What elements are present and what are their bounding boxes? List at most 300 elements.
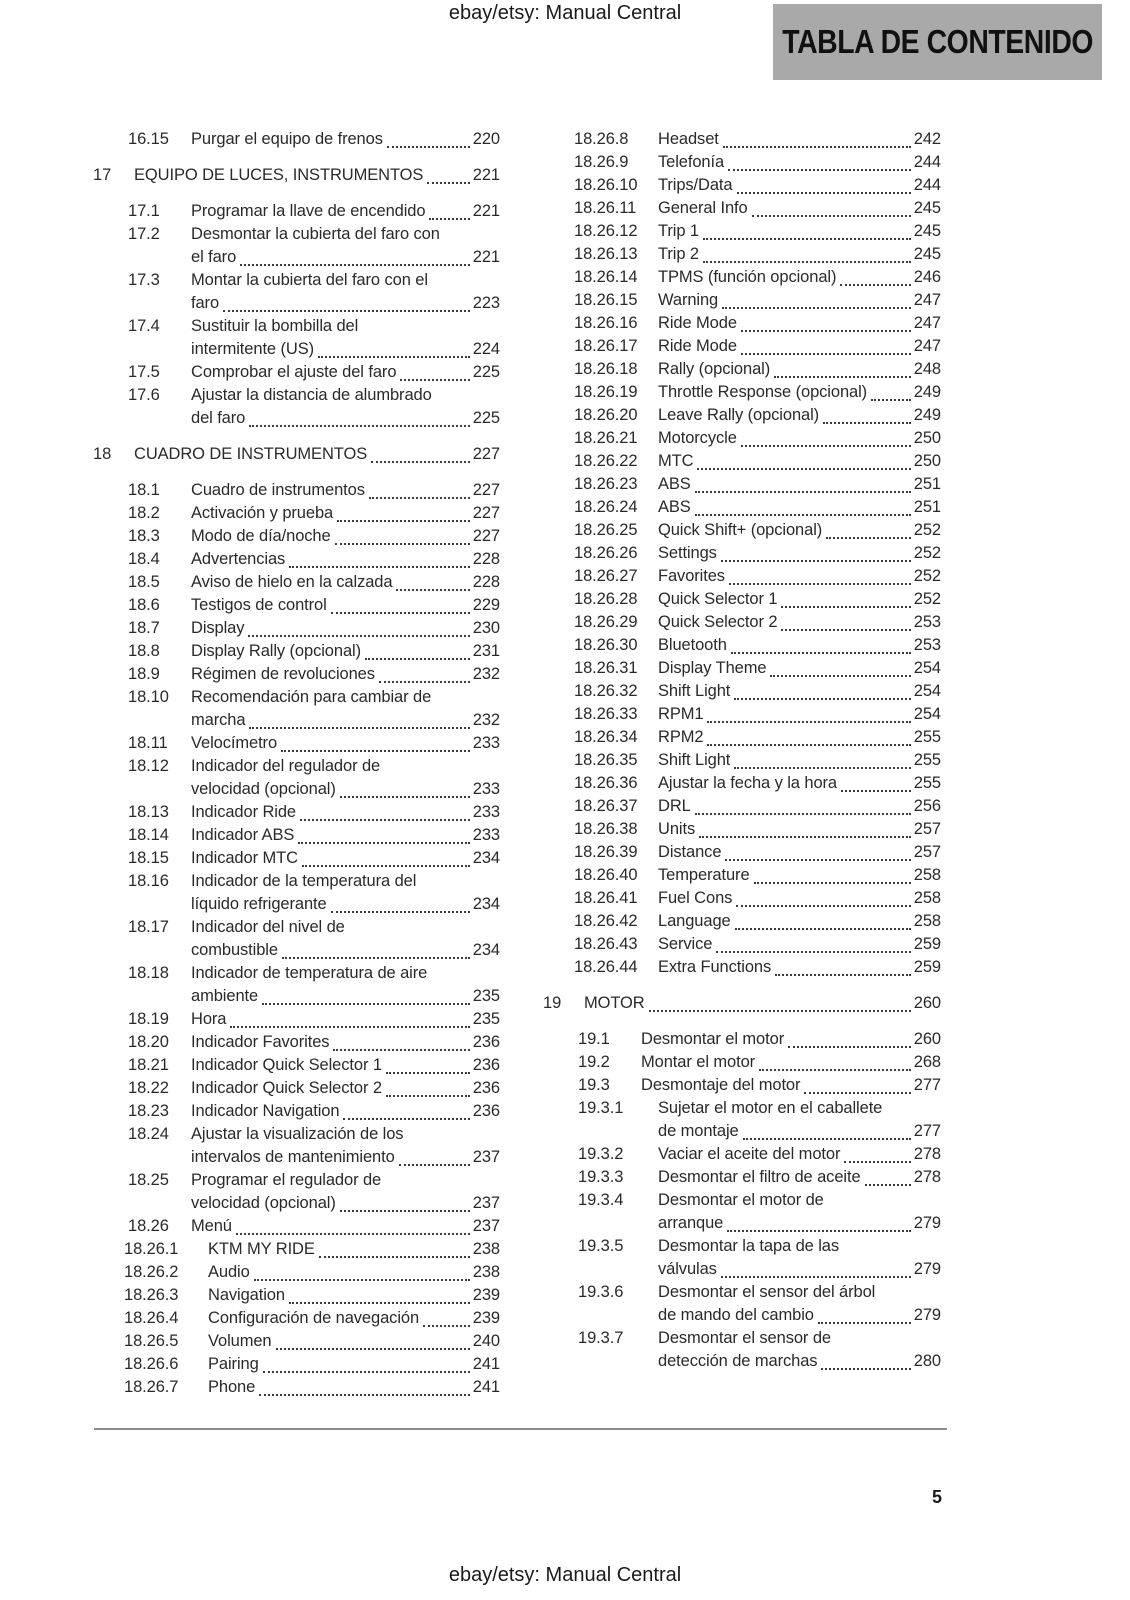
toc-entry-page: 279 xyxy=(913,1306,941,1324)
toc-entry-page: 224 xyxy=(472,340,500,358)
toc-entry-body xyxy=(191,617,500,640)
dot-leader xyxy=(823,422,911,424)
toc-entry-number: 18.26.2 xyxy=(124,1263,179,1281)
toc-entry-title: ABS xyxy=(658,498,691,516)
toc-entry xyxy=(80,1261,500,1284)
dot-leader xyxy=(721,560,911,562)
toc-entry-line xyxy=(641,1028,941,1051)
dot-leader xyxy=(365,658,470,660)
toc-entry xyxy=(80,640,500,663)
toc-entry-page: 249 xyxy=(913,383,941,401)
toc-entry-title: EQUIPO DE LUCES, INSTRUMENTOS xyxy=(134,166,424,184)
toc-entry xyxy=(80,223,500,269)
dot-leader xyxy=(734,767,910,769)
toc-entry-title: Hora xyxy=(191,1010,227,1028)
toc-entry-page: 254 xyxy=(913,705,941,723)
toc-columns xyxy=(80,128,941,1399)
dot-leader xyxy=(240,264,470,266)
toc-entry xyxy=(80,1054,500,1077)
toc-entry-line xyxy=(191,200,500,223)
toc-entry xyxy=(530,1028,941,1051)
toc-entry-number: 18.24 xyxy=(128,1125,169,1143)
toc-entry xyxy=(530,726,941,749)
toc-entry-number: 17.2 xyxy=(128,225,160,243)
toc-entry-page: 252 xyxy=(913,590,941,608)
toc-entry-title: Phone xyxy=(208,1378,256,1396)
toc-entry-page: 245 xyxy=(913,222,941,240)
toc-entry-number: 18.26.17 xyxy=(574,337,638,355)
dot-leader xyxy=(371,461,470,463)
toc-entry-number: 18.14 xyxy=(128,826,169,844)
toc-entry-number: 18.13 xyxy=(128,803,169,821)
toc-entry-body xyxy=(191,847,500,870)
toc-entry-body xyxy=(658,1189,941,1235)
toc-entry-body xyxy=(208,1330,500,1353)
toc-entry-line xyxy=(208,1261,500,1284)
toc-entry-body xyxy=(658,519,941,542)
toc-entry-number: 18.26.30 xyxy=(574,636,638,654)
toc-entry-title: Ajustar la fecha y la hora xyxy=(658,774,837,792)
toc-entry-line xyxy=(191,755,500,778)
toc-entry xyxy=(530,887,941,910)
toc-entry xyxy=(530,266,941,289)
toc-entry-line xyxy=(191,128,500,151)
toc-entry-title: Extra Functions xyxy=(658,958,772,976)
toc-entry xyxy=(530,703,941,726)
toc-entry-title: intermitente (US) xyxy=(191,340,315,358)
toc-entry xyxy=(80,269,500,315)
toc-entry-title: Advertencias xyxy=(191,550,286,568)
toc-entry-title-line: Indicador del nivel de xyxy=(191,918,345,936)
toc-entry-body xyxy=(191,663,500,686)
toc-entry-body xyxy=(658,634,941,657)
toc-entry-title: Quick Shift+ (opcional) xyxy=(658,521,823,539)
toc-entry-body xyxy=(191,223,500,269)
toc-entry xyxy=(80,870,500,916)
toc-entry-body xyxy=(658,887,941,910)
toc-entry-title: Configuración de navegación xyxy=(208,1309,420,1327)
toc-entry-page: 238 xyxy=(472,1240,500,1258)
toc-entry-title: Desmontar el motor xyxy=(641,1030,785,1048)
toc-entry-line xyxy=(658,772,941,795)
toc-entry-body xyxy=(641,1028,941,1051)
toc-entry-line xyxy=(658,1327,941,1350)
toc-entry-title: Testigos de control xyxy=(191,596,327,614)
toc-entry-title: Display xyxy=(191,619,245,637)
dot-leader xyxy=(722,307,911,309)
toc-entry xyxy=(530,749,941,772)
toc-entry-number: 18.26.11 xyxy=(574,199,637,217)
toc-entry-number: 18.26.41 xyxy=(574,889,638,907)
toc-entry-body xyxy=(191,732,500,755)
toc-entry xyxy=(80,1307,500,1330)
toc-entry-line xyxy=(134,164,500,187)
toc-entry-line xyxy=(208,1376,500,1399)
toc-entry xyxy=(530,128,941,151)
toc-entry xyxy=(530,381,941,404)
toc-entry-page: 234 xyxy=(472,849,500,867)
toc-entry-page: 237 xyxy=(472,1217,500,1235)
toc-entry-line xyxy=(191,1123,500,1146)
toc-entry-line xyxy=(191,640,500,663)
toc-entry-title: de mando del cambio xyxy=(658,1306,814,1324)
toc-entry xyxy=(530,496,941,519)
toc-entry xyxy=(530,657,941,680)
toc-entry-number: 18.26.42 xyxy=(574,912,638,930)
toc-entry xyxy=(530,519,941,542)
dot-leader xyxy=(396,589,469,591)
toc-entry-number: 18.11 xyxy=(128,734,168,752)
toc-entry xyxy=(530,473,941,496)
toc-entry-line xyxy=(191,824,500,847)
toc-entry-line xyxy=(134,443,500,466)
toc-entry-line xyxy=(208,1353,500,1376)
toc-entry-page: 234 xyxy=(472,895,500,913)
toc-entry-line xyxy=(191,962,500,985)
toc-entry-body xyxy=(208,1238,500,1261)
toc-entry-body xyxy=(191,502,500,525)
toc-entry-title: Units xyxy=(658,820,696,838)
toc-entry-title: Display Theme xyxy=(658,659,767,677)
toc-entry-page: 233 xyxy=(472,780,500,798)
toc-entry-body xyxy=(134,443,500,466)
toc-entry-page: 252 xyxy=(913,567,941,585)
toc-entry-page: 245 xyxy=(913,245,941,263)
toc-column-right xyxy=(530,128,941,1399)
toc-entry-page: 232 xyxy=(472,665,500,683)
toc-entry-title-line: Indicador del regulador de xyxy=(191,757,381,775)
dot-leader xyxy=(281,750,470,752)
toc-entry-title: arranque xyxy=(658,1214,724,1232)
dot-leader xyxy=(725,859,910,861)
toc-entry-body xyxy=(658,910,941,933)
dot-leader xyxy=(770,675,910,677)
dot-leader xyxy=(703,261,911,263)
toc-entry xyxy=(80,617,500,640)
dot-leader xyxy=(254,1279,470,1281)
toc-entry xyxy=(80,686,500,732)
toc-entry-title: CUADRO DE INSTRUMENTOS xyxy=(134,445,368,463)
toc-entry-number: 18.26.24 xyxy=(574,498,638,516)
toc-entry-line xyxy=(658,864,941,887)
toc-entry-title: TPMS (función opcional) xyxy=(658,268,837,286)
toc-entry-number: 19 xyxy=(543,994,562,1012)
toc-entry-line xyxy=(658,404,941,427)
toc-entry-number: 18.4 xyxy=(128,550,160,568)
dot-leader xyxy=(818,1322,911,1324)
toc-entry-line xyxy=(658,611,941,634)
toc-entry-body xyxy=(658,588,941,611)
toc-entry-number: 19.3.2 xyxy=(578,1145,624,1163)
toc-entry-page: 233 xyxy=(472,803,500,821)
toc-entry-number: 18.16 xyxy=(128,872,169,890)
toc-entry-body xyxy=(191,1077,500,1100)
dot-leader xyxy=(728,169,911,171)
toc-entry xyxy=(530,565,941,588)
dot-leader xyxy=(262,1003,470,1005)
toc-entry-page: 280 xyxy=(913,1352,941,1370)
dot-leader xyxy=(337,520,470,522)
toc-entry-body xyxy=(191,1054,500,1077)
toc-entry-title: Quick Selector 2 xyxy=(658,613,778,631)
toc-entry-page: 240 xyxy=(472,1332,500,1350)
toc-entry xyxy=(80,315,500,361)
toc-entry-number: 18.26.44 xyxy=(574,958,638,976)
toc-entry-body xyxy=(658,1143,941,1166)
toc-entry-number: 18.26.22 xyxy=(574,452,638,470)
dot-leader xyxy=(340,1210,470,1212)
toc-entry-body xyxy=(658,818,941,841)
toc-entry-title: Activación y prueba xyxy=(191,504,334,522)
dot-leader xyxy=(333,1049,469,1051)
toc-entry-body xyxy=(658,864,941,887)
toc-entry-number: 19.3.6 xyxy=(578,1283,624,1301)
toc-entry xyxy=(530,174,941,197)
dot-leader xyxy=(729,583,911,585)
toc-entry-body xyxy=(658,1166,941,1189)
toc-entry-page: 237 xyxy=(472,1148,500,1166)
toc-entry xyxy=(80,1169,500,1215)
toc-entry-body xyxy=(191,916,500,962)
toc-entry-line xyxy=(191,847,500,870)
toc-entry-line xyxy=(658,841,941,864)
toc-entry-page: 258 xyxy=(913,889,941,907)
toc-entry-page: 254 xyxy=(913,659,941,677)
toc-entry xyxy=(80,801,500,824)
toc-entry-title: ABS xyxy=(658,475,691,493)
toc-entry-title: Indicador Quick Selector 1 xyxy=(191,1056,382,1074)
dot-leader xyxy=(236,1233,470,1235)
toc-entry-title: Desmontaje del motor xyxy=(641,1076,801,1094)
toc-entry-page: 279 xyxy=(913,1260,941,1278)
toc-entry-line xyxy=(658,174,941,197)
dot-leader xyxy=(731,652,911,654)
dot-leader xyxy=(276,1348,470,1350)
toc-entry-page: 220 xyxy=(472,130,500,148)
dot-leader xyxy=(387,146,470,148)
toc-entry-title: Pairing xyxy=(208,1355,259,1373)
toc-entry xyxy=(80,847,500,870)
toc-entry-title: Modo de día/noche xyxy=(191,527,331,545)
toc-entry-line xyxy=(191,1077,500,1100)
toc-entry-page: 255 xyxy=(913,751,941,769)
toc-entry-line xyxy=(191,502,500,525)
toc-entry-body xyxy=(658,381,941,404)
toc-entry-body xyxy=(658,496,941,519)
toc-entry-title: General Info xyxy=(658,199,748,217)
toc-entry-page: 221 xyxy=(472,166,500,184)
toc-entry-number: 19.3.3 xyxy=(578,1168,624,1186)
toc-entry-title: Trip 2 xyxy=(658,245,699,263)
toc-entry xyxy=(80,1376,500,1399)
toc-entry-line xyxy=(658,1350,941,1373)
toc-entry-body xyxy=(658,266,941,289)
toc-entry-title: Velocímetro xyxy=(191,734,278,752)
toc-entry-title: velocidad (opcional) xyxy=(191,780,336,798)
toc-entry xyxy=(530,404,941,427)
toc-entry-number: 18.26 xyxy=(128,1217,169,1235)
toc-entry-line xyxy=(191,801,500,824)
toc-entry-line xyxy=(191,663,500,686)
toc-entry-title: detección de marchas xyxy=(658,1352,818,1370)
toc-entry-line xyxy=(191,709,500,732)
toc-entry-line xyxy=(191,778,500,801)
toc-entry-line xyxy=(658,381,941,404)
toc-entry-number: 19.1 xyxy=(578,1030,610,1048)
toc-entry-title: Ride Mode xyxy=(658,337,737,355)
toc-entry-body xyxy=(658,450,941,473)
toc-entry-line xyxy=(658,1120,941,1143)
toc-entry xyxy=(530,312,941,335)
toc-entry-title: velocidad (opcional) xyxy=(191,1194,336,1212)
toc-entry-line xyxy=(658,588,941,611)
toc-entry-page: 221 xyxy=(472,248,500,266)
toc-entry-number: 17.5 xyxy=(128,363,160,381)
dot-leader xyxy=(727,1230,911,1232)
toc-entry-body xyxy=(658,933,941,956)
toc-entry-line xyxy=(191,1169,500,1192)
toc-entry-body xyxy=(658,1327,941,1373)
toc-entry-number: 18.26.12 xyxy=(574,222,638,240)
toc-entry-title: Purgar el equipo de frenos xyxy=(191,130,383,148)
toc-entry-line xyxy=(658,565,941,588)
toc-entry-page: 241 xyxy=(472,1378,500,1396)
toc-entry-title: Quick Selector 1 xyxy=(658,590,778,608)
toc-entry-page: 235 xyxy=(472,1010,500,1028)
toc-entry xyxy=(80,361,500,384)
toc-entry-page: 225 xyxy=(472,363,500,381)
dot-leader xyxy=(716,951,910,953)
dot-leader xyxy=(821,1368,910,1370)
toc-entry-line xyxy=(658,703,941,726)
toc-entry-title-line: Desmontar la cubierta del faro con xyxy=(191,225,440,243)
toc-entry-body xyxy=(658,473,941,496)
toc-entry-page: 245 xyxy=(913,199,941,217)
toc-entry-body xyxy=(658,243,941,266)
page-number: 5 xyxy=(931,1487,942,1507)
toc-entry-title: Montar el motor xyxy=(641,1053,756,1071)
toc-entry-line xyxy=(658,220,941,243)
toc-entry-body xyxy=(191,128,500,151)
toc-entry-page: 239 xyxy=(472,1309,500,1327)
toc-entry-body xyxy=(658,611,941,634)
toc-entry-title: KTM MY RIDE xyxy=(208,1240,315,1258)
toc-entry-number: 18.19 xyxy=(128,1010,169,1028)
toc-entry xyxy=(530,1235,941,1281)
toc-entry-title: marcha xyxy=(191,711,246,729)
toc-entry-page: 260 xyxy=(913,994,941,1012)
toc-entry-title: Temperature xyxy=(658,866,750,884)
dot-leader xyxy=(741,353,911,355)
toc-entry xyxy=(80,755,500,801)
toc-entry-line xyxy=(191,361,500,384)
toc-entry xyxy=(80,663,500,686)
dot-leader xyxy=(735,928,911,930)
toc-title-banner xyxy=(773,4,1102,80)
dot-leader xyxy=(319,1256,470,1258)
toc-entry-title: Indicador Favorites xyxy=(191,1033,330,1051)
toc-entry-line xyxy=(658,519,941,542)
dot-leader xyxy=(695,491,911,493)
dot-leader xyxy=(427,182,470,184)
toc-entry xyxy=(530,243,941,266)
toc-entry-line xyxy=(191,985,500,1008)
toc-entry-title: Desmontar el filtro de aceite xyxy=(658,1168,861,1186)
toc-entry-line xyxy=(658,933,941,956)
toc-entry-title: Headset xyxy=(658,130,719,148)
toc-entry-line xyxy=(658,1166,941,1189)
toc-entry xyxy=(530,956,941,979)
toc-entry xyxy=(80,1238,500,1261)
toc-entry-body xyxy=(658,956,941,979)
toc-entry-number: 18.26.14 xyxy=(574,268,638,286)
toc-entry xyxy=(530,1143,941,1166)
toc-entry-page: 278 xyxy=(913,1168,941,1186)
toc-entry-line xyxy=(658,358,941,381)
toc-entry-page: 256 xyxy=(913,797,941,815)
toc-entry xyxy=(80,200,500,223)
toc-entry-number: 18.18 xyxy=(128,964,169,982)
toc-entry-line xyxy=(191,479,500,502)
toc-entry-line xyxy=(658,312,941,335)
dot-leader xyxy=(788,1046,911,1048)
toc-entry-number: 18.9 xyxy=(128,665,160,683)
toc-entry-number: 18.26.43 xyxy=(574,935,638,953)
toc-entry-body xyxy=(134,164,500,187)
toc-entry-line xyxy=(191,548,500,571)
toc-entry xyxy=(80,548,500,571)
dot-leader xyxy=(741,330,911,332)
toc-entry-title: Leave Rally (opcional) xyxy=(658,406,820,424)
toc-entry-body xyxy=(658,703,941,726)
dot-leader xyxy=(752,215,911,217)
toc-entry-line xyxy=(191,1008,500,1031)
toc-entry xyxy=(80,824,500,847)
toc-entry-title: RPM2 xyxy=(658,728,704,746)
toc-entry-line xyxy=(658,1304,941,1327)
toc-entry-page: 237 xyxy=(472,1194,500,1212)
toc-entry-title: RPM1 xyxy=(658,705,704,723)
toc-entry-line xyxy=(658,197,941,220)
toc-entry-title: el faro xyxy=(191,248,237,266)
toc-entry-page: 227 xyxy=(472,481,500,499)
toc-entry-line xyxy=(658,266,941,289)
toc-entry-title: Indicador Navigation xyxy=(191,1102,340,1120)
toc-entry-title: Throttle Response (opcional) xyxy=(658,383,868,401)
toc-entry-page: 255 xyxy=(913,774,941,792)
toc-entry-number: 18.26.16 xyxy=(574,314,638,332)
toc-entry-number: 18.26.19 xyxy=(574,383,638,401)
toc-entry-page: 255 xyxy=(913,728,941,746)
toc-entry-page: 238 xyxy=(472,1263,500,1281)
toc-entry-line xyxy=(658,1281,941,1304)
toc-entry-title: Display Rally (opcional) xyxy=(191,642,361,660)
toc-entry-title: Service xyxy=(658,935,713,953)
toc-entry-body xyxy=(658,772,941,795)
toc-entry-line xyxy=(658,473,941,496)
toc-entry-line xyxy=(658,289,941,312)
toc-entry-number: 17 xyxy=(93,166,112,184)
toc-entry-body xyxy=(658,289,941,312)
toc-entry xyxy=(530,992,941,1015)
toc-entry-line xyxy=(641,1051,941,1074)
toc-entry-body xyxy=(658,197,941,220)
toc-entry-page: 236 xyxy=(472,1102,500,1120)
toc-entry-line xyxy=(584,992,941,1015)
toc-entry-body xyxy=(191,801,500,824)
toc-entry-body xyxy=(208,1307,500,1330)
dot-leader xyxy=(289,1302,470,1304)
